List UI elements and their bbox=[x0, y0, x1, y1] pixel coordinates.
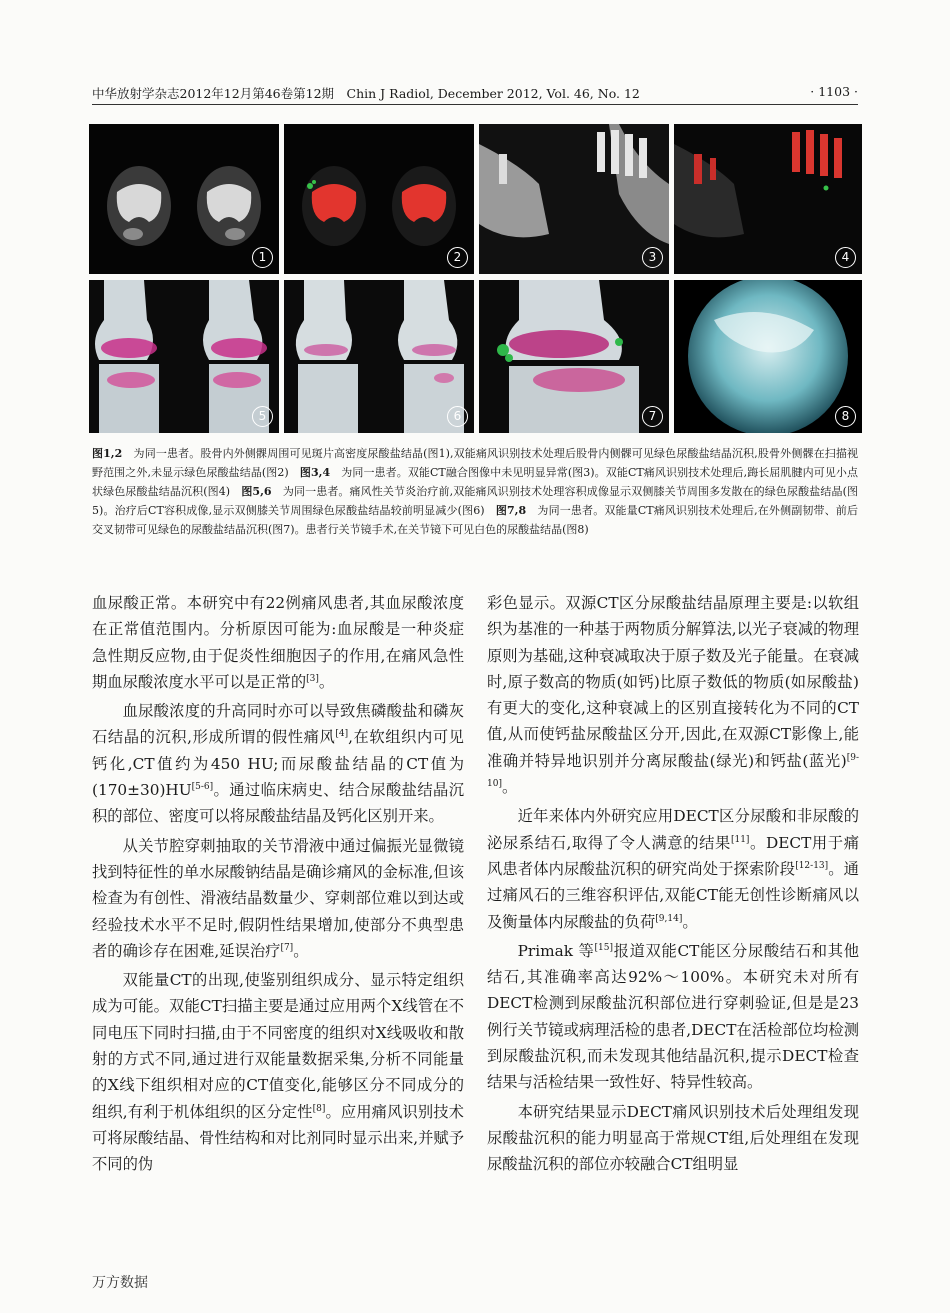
paragraph: 从关节腔穿刺抽取的关节滑液中通过偏振光显微镜找到特征性的单水尿酸钠结晶是确诊痛风的金标准,但该检查为有创性、滑液结晶数量少、穿刺部位难以到达或经验技术水平不足时,假阴性结果增加,使部分不典型患者的确诊存在困难,延误治疗[7]。 bbox=[92, 836, 464, 960]
body-column-left bbox=[92, 590, 464, 1181]
paragraph: 本研究结果显示DECT痛风识别技术后处理组发现尿酸盐沉积的能力明显高于常规CT组,后处理组在发现尿酸盐沉积的部位亦较融合CT组明显 bbox=[487, 1102, 859, 1174]
paragraph: 血尿酸浓度的升高同时亦可以导致焦磷酸盐和磷灰石结晶的沉积,形成所谓的假性痛风[4],在软组织内可见钙化,CT值约为450 HU;而尿酸盐结晶的CT值为(170±30)HU[5-6]。通过临床病史、结合尿酸盐结晶沉积的部位、密度可以将尿酸盐结晶及钙化区别开来。 bbox=[92, 702, 464, 826]
panel-number: 3 bbox=[642, 247, 663, 268]
figure-panel-2 bbox=[284, 124, 474, 274]
figure-panel-6 bbox=[284, 280, 474, 433]
paragraph: 彩色显示。双源CT区分尿酸盐结晶原理主要是:以软组织为基准的一种基于两物质分解算法,以光子衰减的物理原则为基础,这种衰减取决于原子数及光子能量。在衰减时,原子数高的物质(如钙)比原子数低的物质(如尿酸盐)有更大的变化,这种衰减上的区别直接转化为不同的CT值,从而使钙盐尿酸盐区分开,因此,在双源CT影像上,能准确并特异地识别并分离尿酸盐(绿光)和钙盐(蓝光)[9-10]。 bbox=[487, 594, 859, 797]
vr-knee-after-image bbox=[284, 280, 474, 433]
panel-number: 7 bbox=[642, 406, 663, 427]
figure-panel-7 bbox=[479, 280, 669, 433]
header-rule bbox=[92, 104, 858, 105]
panel-number: 8 bbox=[835, 406, 856, 427]
figure-panel-3 bbox=[479, 124, 669, 274]
page-number: · 1103 · bbox=[810, 84, 858, 99]
paragraph: Primak 等[15]报道双能CT能区分尿酸结石和其他结石,其准确率高达92%～100%。本研究未对所有DECT检测到尿酸盐沉积部位进行穿刺验证,但是是23例行关节镜或病理活检的患者,DECT在活检部位均检测到尿酸盐沉积,而未发现其他结晶沉积,提示DECT检查结果与活检结果一致性好、特异性较高。 bbox=[487, 941, 859, 1092]
figure-panel-1 bbox=[89, 124, 279, 274]
caption-text: 为同一患者。双能量CT痛风识别技术处理后,在外侧副韧带、前后交叉韧带可见绿色的尿酸盐结晶沉积(图7)。患者行关节镜手术,在关节镜下可见白色的尿酸盐结晶(图8) bbox=[92, 504, 858, 536]
body-column-right bbox=[487, 590, 859, 1181]
vr-knee-ligament-image bbox=[479, 280, 669, 433]
caption-label: 图3,4 bbox=[299, 466, 331, 479]
paragraph: 近年来体内外研究应用DECT区分尿酸和非尿酸的泌尿系结石,取得了令人满意的结果[11]。DECT用于痛风患者体内尿酸盐沉积的研究尚处于探索阶段[12-13]。通过痛风石的三维容积评估,双能CT能无创性诊断痛风以及衡量体内尿酸盐的负荷[9,14]。 bbox=[487, 807, 859, 931]
caption-label: 图1,2 bbox=[92, 447, 123, 460]
panel-number: 2 bbox=[447, 247, 468, 268]
panel-number: 4 bbox=[835, 247, 856, 268]
caption-label: 图5,6 bbox=[241, 485, 272, 498]
caption-text: 为同一患者。痛风性关节炎治疗前,双能痛风识别技术处理容积成像显示双侧膝关节周围多发散在的绿色尿酸盐结晶(图5)。治疗后CT容积成像,显示双侧膝关节周围绿色尿酸盐结晶较前明显减少(图6) bbox=[92, 485, 858, 517]
panel-number: 6 bbox=[447, 406, 468, 427]
panel-number: 1 bbox=[252, 247, 273, 268]
dect-knee-axial-image bbox=[284, 124, 474, 274]
figure-caption bbox=[92, 444, 858, 539]
figure-panel-8 bbox=[674, 280, 862, 433]
figure-panel-4 bbox=[674, 124, 862, 274]
paragraph: 双能量CT的出现,使鉴别组织成分、显示特定组织成为可能。双能CT扫描主要是通过应用两个X线管在不同电压下同时扫描,由于不同密度的组织对X线吸收和散射的方式不同,通过进行双能量数据采集,分析不同能量的X线下组织相对应的CT值变化,能够区分不同成分的组织,有利于机体组织的区分定性[8]。应用痛风识别技术可将尿酸结晶、骨性结构和对比剂同时显示出来,并赋予不同的伪 bbox=[92, 971, 464, 1174]
vr-knee-before-image bbox=[89, 280, 279, 433]
paragraph: 血尿酸正常。本研究中有22例痛风患者,其血尿酸浓度在正常值范围内。分析原因可能为:血尿酸是一种炎症急性期反应物,由于促炎性细胞因子的作用,在痛风急性期血尿酸浓度水平可以是正常的[3]。 bbox=[92, 594, 464, 691]
journal-citation: 中华放射学杂志2012年12月第46卷第12期 Chin J Radiol, December 2012, Vol. 46, No. 12 bbox=[92, 86, 640, 101]
ct-knee-axial-image bbox=[89, 124, 279, 274]
figure-grid bbox=[89, 124, 862, 433]
running-header bbox=[92, 84, 858, 104]
caption-label: 图7,8 bbox=[495, 504, 527, 517]
figure-panel-5 bbox=[89, 280, 279, 433]
dect-foot-image bbox=[674, 124, 862, 274]
caption-text: 为同一患者。股骨内外侧髁周围可见斑片高密度尿酸盐结晶(图1),双能痛风识别技术处理后股骨内侧髁可见绿色尿酸盐结晶沉积,股骨外侧髁在扫描视野范围之外,未显示绿色尿酸盐结晶(图2) bbox=[92, 447, 858, 479]
panel-number: 5 bbox=[252, 406, 273, 427]
arthroscopy-image bbox=[674, 280, 862, 433]
caption-text: 为同一患者。双能CT融合图像中未见明显异常(图3)。双能CT痛风识别技术处理后,踇长屈肌腱内可见小点状绿色尿酸盐结晶沉积(图4) bbox=[92, 466, 858, 498]
watermark: 万方数据 bbox=[92, 1275, 148, 1291]
ct-foot-image bbox=[479, 124, 669, 274]
